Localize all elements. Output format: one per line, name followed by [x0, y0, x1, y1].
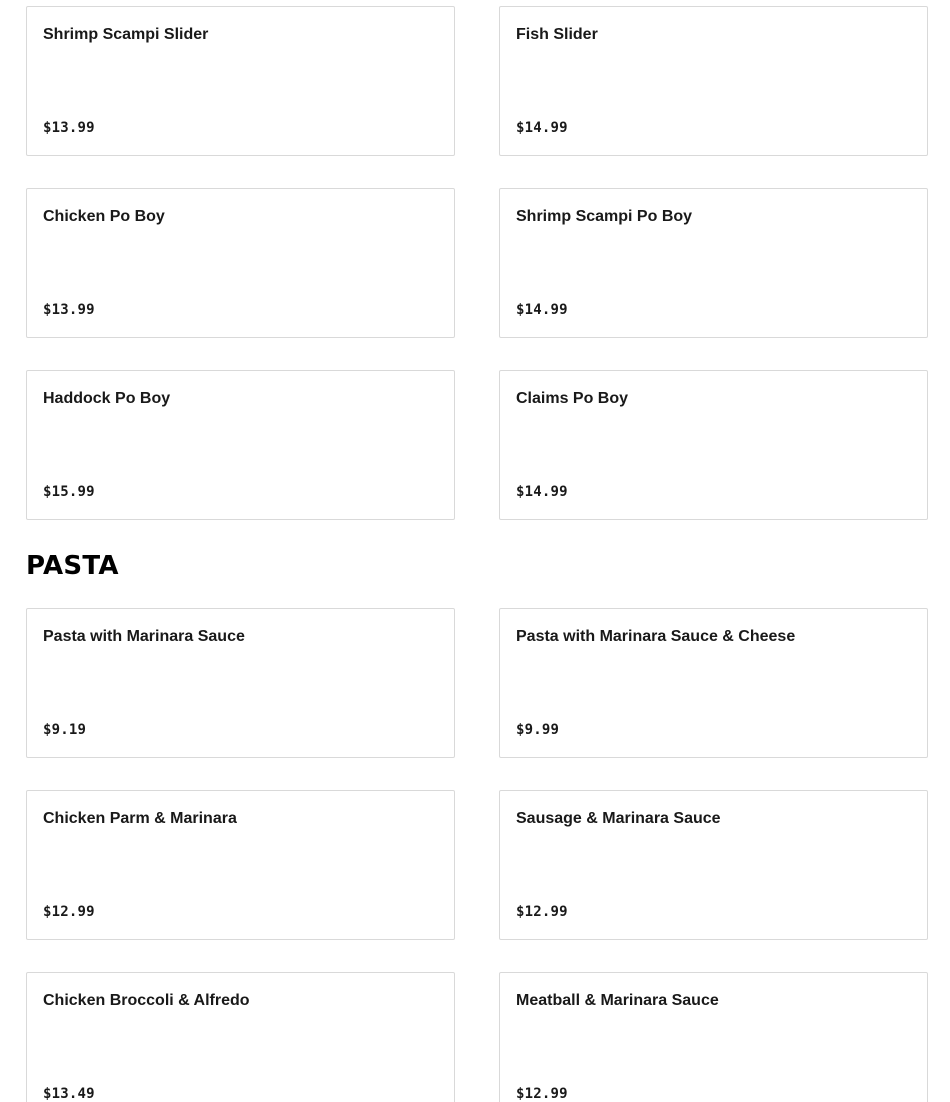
menu-item-price: $12.99 [516, 904, 568, 920]
menu-item-price: $14.99 [516, 484, 568, 500]
menu-item-price: $13.99 [43, 120, 95, 136]
menu-item-price: $15.99 [43, 484, 95, 500]
menu-item-price: $12.99 [43, 904, 95, 920]
menu-item-name: Fish Slider [516, 26, 598, 43]
menu-item-card[interactable] [499, 790, 928, 940]
menu-item-price: $12.99 [516, 1086, 568, 1102]
menu-item-price: $9.19 [43, 722, 87, 738]
menu-item-price: $13.99 [43, 302, 95, 318]
menu-item-name: Chicken Broccoli & Alfredo [43, 992, 250, 1009]
menu-item-card[interactable] [499, 370, 928, 520]
menu-item-card[interactable] [26, 972, 455, 1102]
menu-item-card[interactable] [26, 370, 455, 520]
menu-item-price: $14.99 [516, 302, 568, 318]
menu-item-card[interactable] [499, 188, 928, 338]
menu-item-card[interactable] [26, 608, 455, 758]
menu-item-name: Chicken Parm & Marinara [43, 810, 237, 827]
menu-item-name: Meatball & Marinara Sauce [516, 992, 719, 1009]
menu-item-card[interactable] [499, 608, 928, 758]
menu-item-name: Chicken Po Boy [43, 208, 165, 225]
menu-item-name: Pasta with Marinara Sauce [43, 628, 245, 645]
menu-item-name: Shrimp Scampi Slider [43, 26, 209, 43]
menu-item-name: Haddock Po Boy [43, 390, 171, 407]
section-title-pasta: PASTA [26, 551, 119, 581]
menu-item-card[interactable] [26, 6, 455, 156]
menu-item-price: $13.49 [43, 1086, 95, 1102]
menu-item-card[interactable] [499, 6, 928, 156]
menu-item-price: $14.99 [516, 120, 568, 136]
menu-item-name: Pasta with Marinara Sauce & Cheese [516, 628, 796, 645]
menu-item-name: Claims Po Boy [516, 390, 629, 407]
menu-item-card[interactable] [26, 188, 455, 338]
menu-item-card[interactable] [26, 790, 455, 940]
menu-item-price: $9.99 [516, 722, 560, 738]
menu-item-name: Shrimp Scampi Po Boy [516, 208, 693, 225]
menu-item-name: Sausage & Marinara Sauce [516, 810, 721, 827]
menu-item-card[interactable] [499, 972, 928, 1102]
